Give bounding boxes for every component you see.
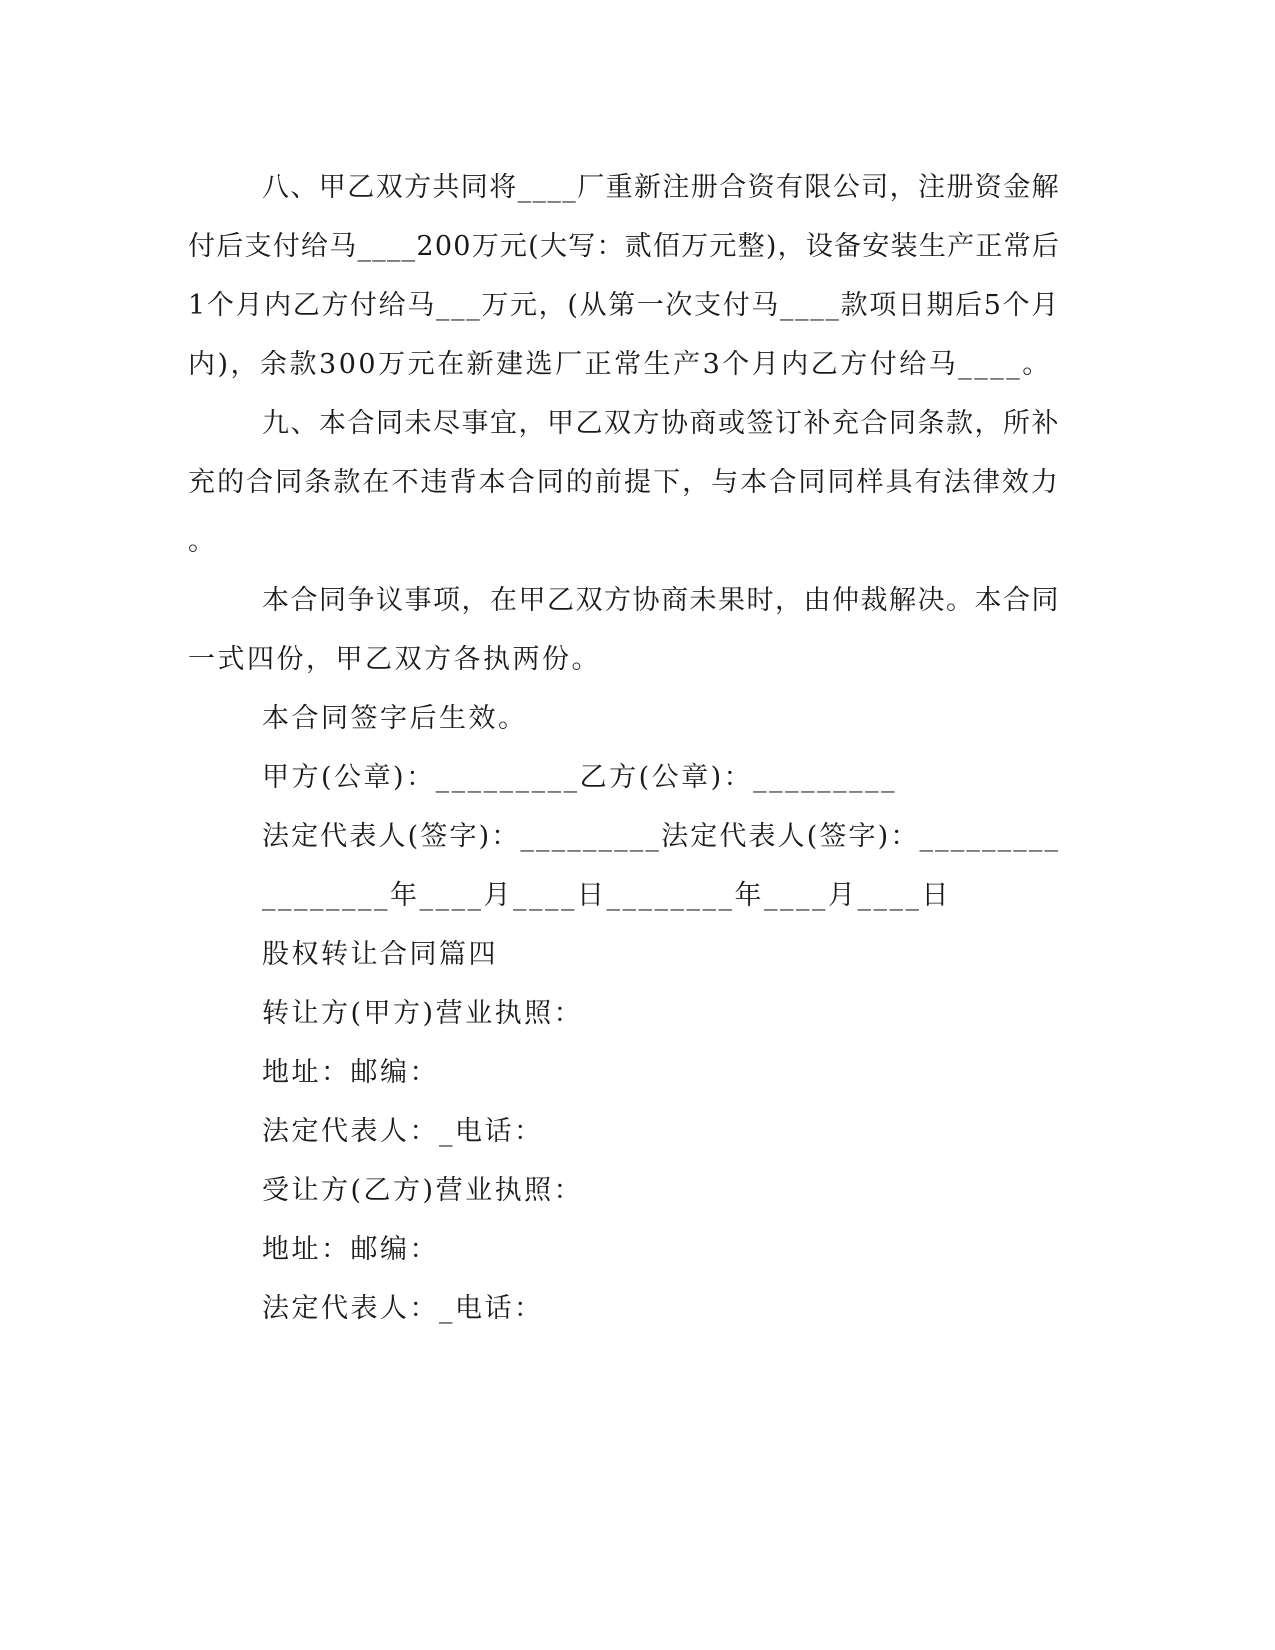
clause-8-line-1: 八、甲乙双方共同将____厂重新注册合资有限公司，注册资金解 bbox=[262, 172, 1060, 203]
transferor-license-line: 转让方(甲方)营业执照： bbox=[262, 998, 584, 1029]
dispute-line-1: 本合同争议事项，在甲乙双方协商未果时，由仲裁解决。本合同 bbox=[262, 585, 1060, 616]
effective-line: 本合同签字后生效。 bbox=[262, 703, 528, 734]
clause-8-line-3: 1个月内乙方付给马___万元，(从第一次支付马____款项日期后5个月 bbox=[188, 290, 1060, 321]
transferee-license-line: 受让方(乙方)营业执照： bbox=[262, 1175, 584, 1206]
clause-9-line-1: 九、本合同未尽事宜，甲乙双方协商或签订补充合同条款，所补 bbox=[262, 408, 1060, 439]
clause-8-line-2: 付后支付给马____200万元(大写：贰佰万元整)，设备安装生产正常后 bbox=[188, 231, 1061, 262]
dispute-line-2: 一式四份，甲乙双方各执两份。 bbox=[188, 644, 601, 675]
transferee-address-line: 地址：邮编： bbox=[262, 1234, 439, 1265]
transferor-representative-line: 法定代表人：_电话： bbox=[262, 1116, 544, 1147]
section-title: 股权转让合同篇四 bbox=[262, 939, 498, 970]
clause-9-line-3: 。 bbox=[188, 526, 218, 557]
date-line: ________年____月____日________年____月____日 bbox=[262, 880, 951, 911]
clause-8-line-4: 内)，余款300万元在新建选厂正常生产3个月内乙方付给马____。 bbox=[188, 349, 1052, 380]
clause-9-line-2: 充的合同条款在不违背本合同的前提下，与本合同同样具有法律效力 bbox=[188, 467, 1060, 498]
transferor-address-line: 地址：邮编： bbox=[262, 1057, 439, 1088]
seal-line: 甲方(公章)：_________乙方(公章)：_________ bbox=[262, 762, 898, 793]
signature-line: 法定代表人(签字)：_________法定代表人(签字)：_________ bbox=[262, 821, 1061, 852]
transferee-representative-line: 法定代表人：_电话： bbox=[262, 1293, 544, 1324]
